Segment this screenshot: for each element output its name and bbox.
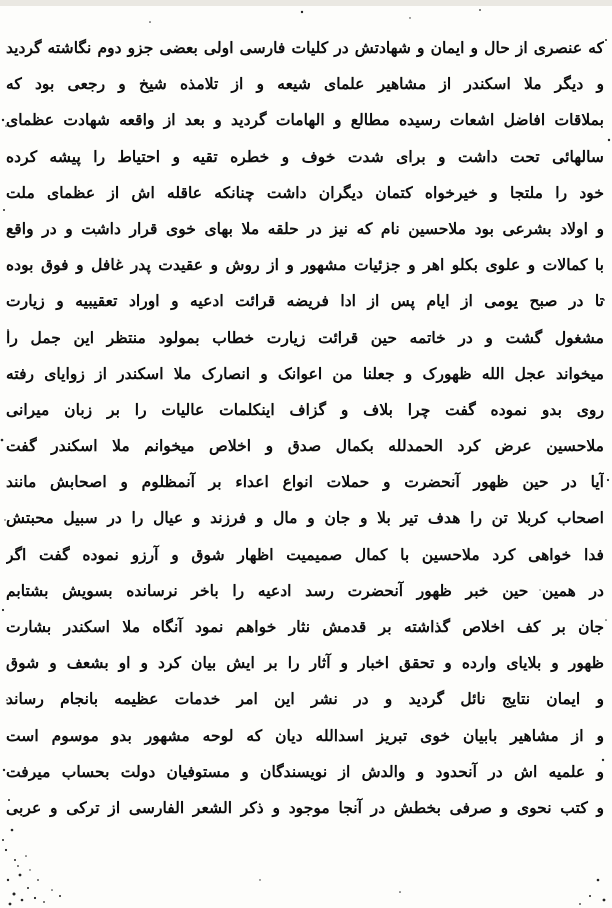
text-line: و از مشاهیر بابیان خوی تبریز اسدالله دیان که لوحه مشهور بدو موسوم است — [6, 725, 604, 745]
text-line: و کتب نحوی و صرفی بخطش در آنجا موجود و ذکر الشعر الفارسی از ترکی و عربی — [6, 797, 604, 817]
text-line: آیا در حین ظهور آنحضرت و حملات انواع اعداء بر آنمظلوم و اصحابش مانند — [6, 472, 604, 492]
text-line: اصحاب کربلا تن را هدف تیر بلا و جان و مال و فرزند و عیال را در سبیل محبتش — [6, 508, 604, 528]
text-line: و دیگر ملا اسکندر از مشاهیر علمای شیعه و از تلامذه شیخ و رجعی بود که — [6, 74, 604, 94]
text-line: و ایمان نتایج نائل گردید و در نشر این امر خدمات عظیمه بانجام رساند — [6, 689, 604, 709]
text-line: میخواند عجل الله ظهورک و جعلنا من اعوانک و انصارک ملا اسکندر از زوایای رفته — [6, 363, 604, 383]
text-line: روی بدو نموده گفت چرا بلاف و گزاف اینکلمات عالیات را بر زبان میرانی — [6, 399, 604, 419]
text-line: ظهور و بلایای وارده و تحقق اخبار و آثار را بر ایش بیان کرد و او بشعف و شوق — [6, 653, 604, 673]
text-line: که عنصری از حال و ایمان و شهادتش در کلیات فارسی اولی بعضی جزو دوم نگاشته گردید — [6, 38, 604, 57]
text-line: ملاحسین عرض کرد الحمدلله بکمال صدق و اخلاص میخوانم ملا اسکندر گفت — [6, 436, 604, 456]
text-line: در همین حین خبر ظهور آنحضرت رسد ادعیه را باخر نرسانده بسویش بشتابم — [6, 580, 604, 600]
text-line: با کمالات و علوی بکلو اهر و جزئیات مشهور و از روش و عقیدت پدر غافل و فوق بوده — [6, 255, 604, 275]
text-line: فدا خواهی کرد ملاحسین با کمال صمیمیت اظهار شوق و آرزو نموده گفت اگر — [6, 544, 604, 564]
text-line: مشغول گشت و در خاتمه حین قرائت زیارت خطاب بمولود منتظر این جمل را — [6, 327, 604, 347]
text-line: و علمیه اش در آنحدود و والدش از نویسندگان و مستوفیان دولت بحساب میرفت — [6, 761, 604, 781]
manuscript-text-block — [6, 30, 604, 826]
text-line: و اولاد بشرعی بود ملاحسین نام که نیز در حلقه ملا بهای خوی قرار داشت و در واقع — [6, 218, 604, 238]
text-line: خود را ملتجا و خیرخواه کتمان دیگران داشت چنانکه عاقله اش از عظمای ملت — [6, 182, 604, 202]
text-line: جان بر کف اخلاص گذاشته بر قدمش نثار خواهم نمود آنگاه ملا اسکندر بشارت — [6, 617, 604, 636]
text-line: سالهائی تحت داشت و برای شدت خوف و خطره تقیه و احتیاط را پیشه کرده — [6, 146, 604, 166]
text-line: بملاقات افاضل اشعات رسیده مطالع و الهامات گردید و بعد از واقعه شهادت عظمای — [6, 110, 604, 130]
text-line: تا در صبح یومی از ایام پس از ادا فریضه قرائت ادعیه و اوراد تعقیبیه و زیارت — [6, 291, 604, 311]
